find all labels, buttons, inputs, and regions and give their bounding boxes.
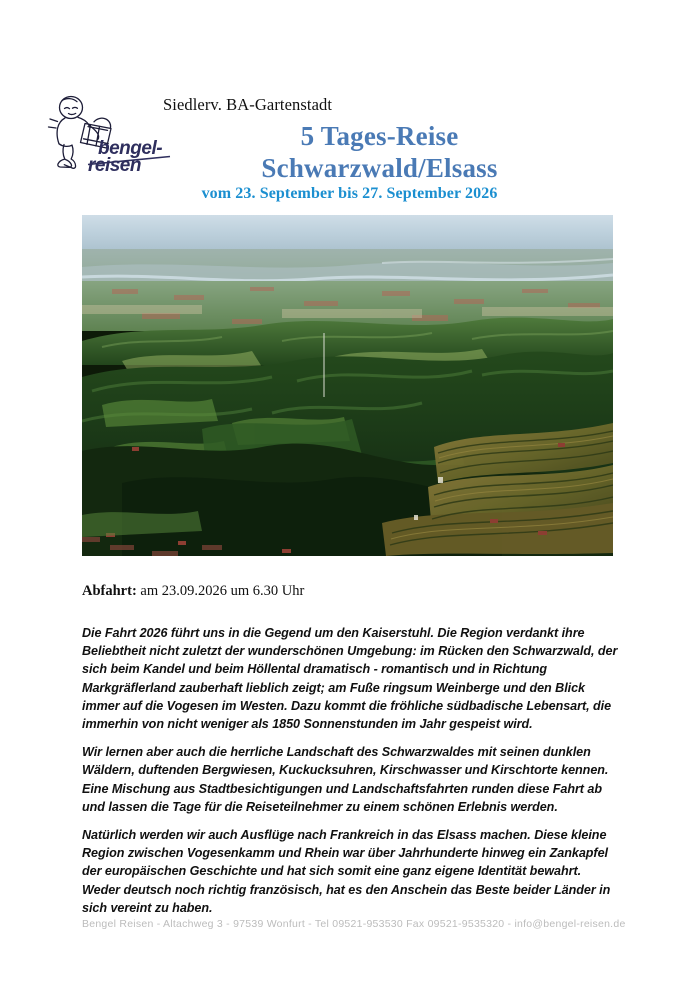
departure-info (82, 583, 304, 600)
title-line-2: Schwarzwald/Elsass (261, 153, 498, 183)
body-copy (82, 624, 618, 917)
footer-contact-line: Bengel Reisen - Altachweg 3 - 97539 Wonfurt - Tel 09521-953530 Fax 09521-9535320 - info@bengel-reisen.de (82, 918, 626, 930)
svg-text:reisen: reisen (88, 155, 141, 176)
travel-dates-subtitle: vom 23. September bis 27. September 2026 (201, 185, 498, 202)
departure-value: am 23.09.2026 um 6.30 Uhr (140, 583, 305, 599)
title-line-1: 5 Tages-Reise (300, 121, 459, 151)
page-title (0, 120, 693, 184)
aerial-landscape-photo (82, 215, 613, 556)
departure-label: Abfahrt: (82, 583, 137, 599)
document-header (0, 0, 693, 212)
body-paragraph: Natürlich werden wir auch Ausflüge nach Frankreich in das Elsass machen. Diese kleine Region zwischen Vogesenkamm und Rhein war über Jahrhunderte hinweg ein Zankapfel der europäischen Geschichte und hat sich somit eine ganz eigene Identität bewahrt. Weder deutsch noch richtig französisch, hat es den Anschein das Beste beider Länder in sich vereint zu haben. (82, 828, 611, 915)
club-name: Siedlerv. BA-Gartenstadt (163, 95, 333, 114)
body-paragraph: Die Fahrt 2026 führt uns in die Gegend um den Kaiserstuhl. Die Region verdankt ihre Beliebtheit nicht zuletzt der wunderschönen Umgebung: im Rücken den Schwarzwald, der sich beim Kandel und beim Höllental dramatisch - romantisch und in Richtung Markgräflerland zauberhaft lieblich zeigt; am Fuße ringsum Weinberge und den Blick immer auf die Vogesen im Westen. Dazu kommt die fröhliche südbadische Lebensart, die immerhin von nicht weniger als 1850 Sonnenstunden im Jahr gespeist wird. (82, 626, 618, 732)
body-paragraph: Wir lernen aber auch die herrliche Landschaft des Schwarzwaldes mit seinen dunklen Wäldern, duftenden Bergwiesen, Kuckucksuhren, Kirschwasser und Kirschtorte kennen. Eine Mischung aus Stadtbesichtigungen und Landschaftsfahrten runden diese Fahrt ab und lassen die Tage für die Reiseteilnehmer zu einem schönen Erlebnis werden. (82, 745, 609, 814)
svg-text:bengel-: bengel- (98, 138, 163, 159)
